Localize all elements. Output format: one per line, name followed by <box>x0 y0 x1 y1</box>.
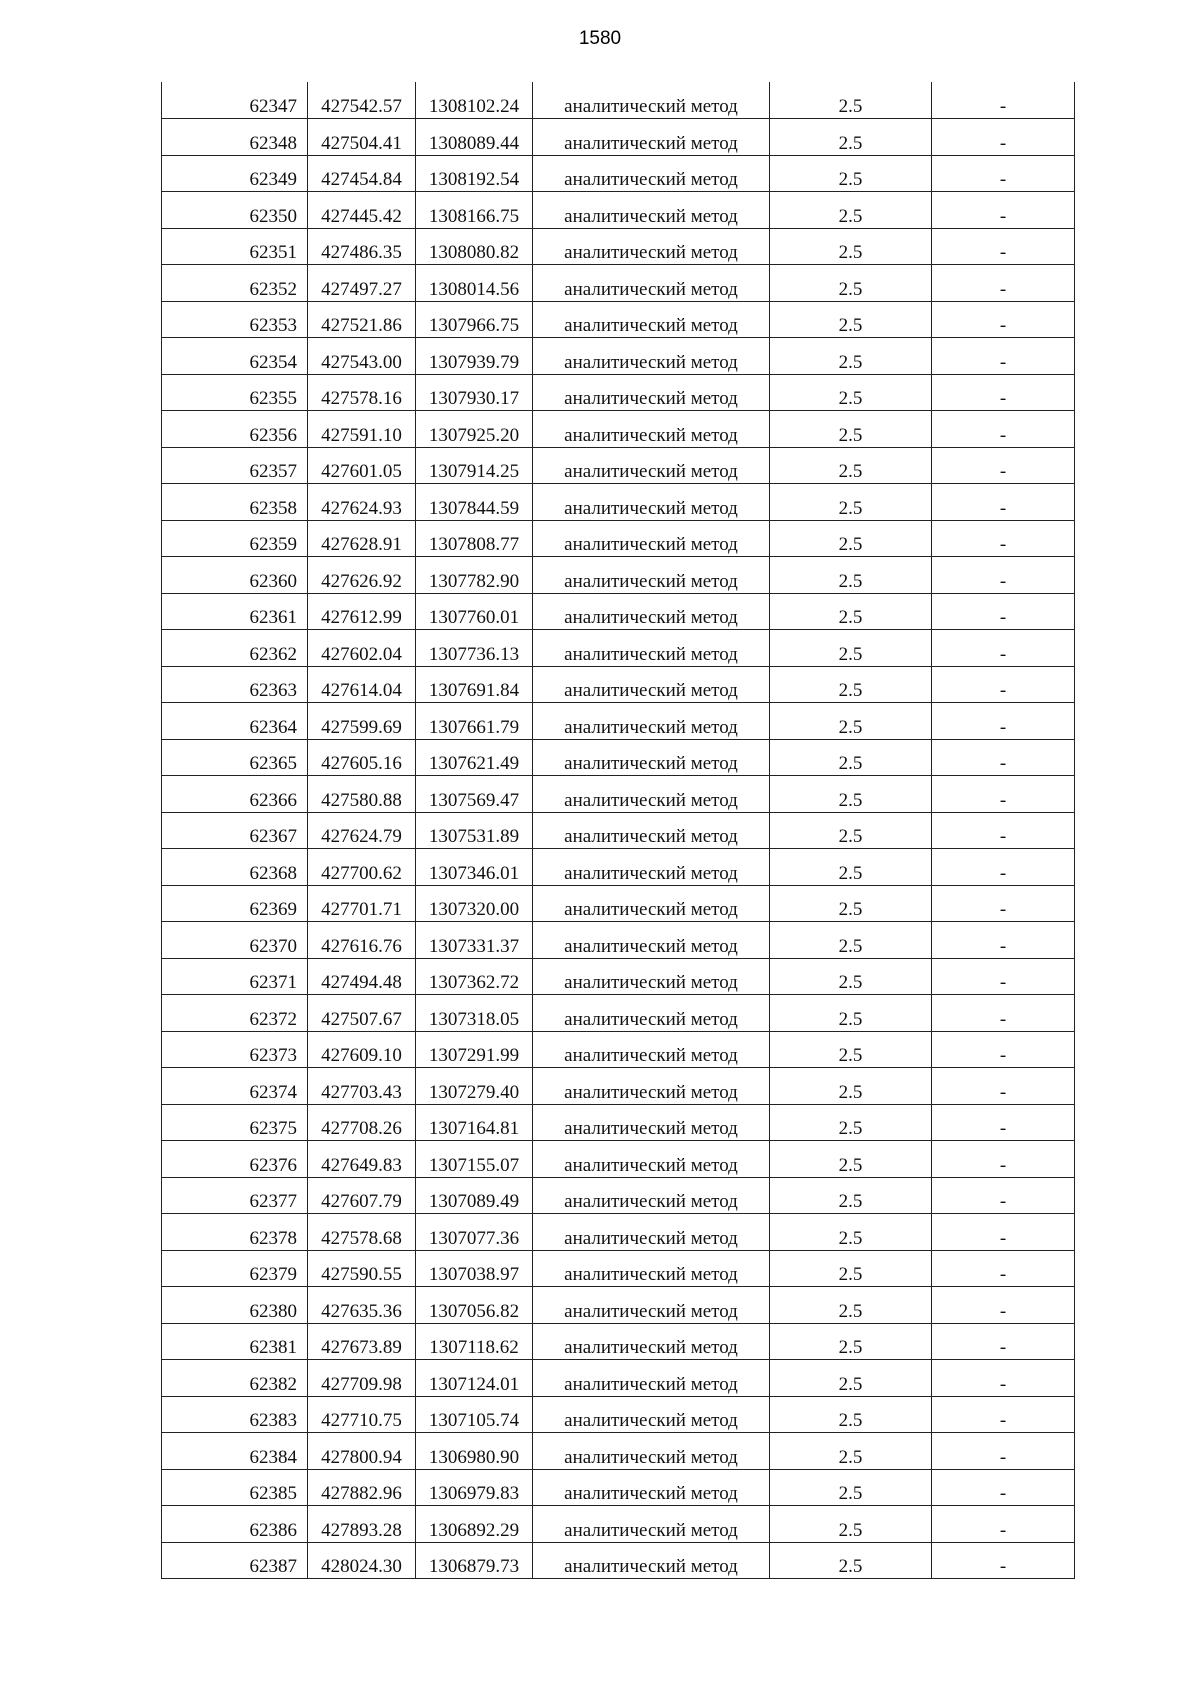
note-cell: - <box>932 1360 1075 1397</box>
table-row <box>162 1177 1075 1214</box>
note-cell: - <box>932 192 1075 229</box>
note-cell: - <box>932 1542 1075 1579</box>
coordinates-table <box>161 82 1075 1579</box>
method-cell: аналитический метод <box>533 1068 770 1105</box>
accuracy-cell: 2.5 <box>770 995 932 1032</box>
point-number-cell: 62363 <box>162 666 308 703</box>
method-cell: аналитический метод <box>533 192 770 229</box>
x-coordinate-cell: 427578.16 <box>308 374 416 411</box>
y-coordinate-cell: 1307621.49 <box>416 739 533 776</box>
y-coordinate-cell: 1307318.05 <box>416 995 533 1032</box>
point-number-cell: 62373 <box>162 1031 308 1068</box>
table-row <box>162 849 1075 886</box>
x-coordinate-cell: 427497.27 <box>308 265 416 302</box>
y-coordinate-cell: 1306892.29 <box>416 1506 533 1543</box>
note-cell: - <box>932 812 1075 849</box>
x-coordinate-cell: 427614.04 <box>308 666 416 703</box>
point-number-cell: 62358 <box>162 484 308 521</box>
method-cell: аналитический метод <box>533 1031 770 1068</box>
point-number-cell: 62356 <box>162 411 308 448</box>
note-cell: - <box>932 885 1075 922</box>
x-coordinate-cell: 427893.28 <box>308 1506 416 1543</box>
table-row <box>162 155 1075 192</box>
x-coordinate-cell: 427454.84 <box>308 155 416 192</box>
point-number-cell: 62347 <box>162 82 308 119</box>
method-cell: аналитический метод <box>533 1104 770 1141</box>
x-coordinate-cell: 427703.43 <box>308 1068 416 1105</box>
y-coordinate-cell: 1307966.75 <box>416 301 533 338</box>
y-coordinate-cell: 1307782.90 <box>416 557 533 594</box>
y-coordinate-cell: 1308014.56 <box>416 265 533 302</box>
table-row <box>162 1104 1075 1141</box>
note-cell: - <box>932 739 1075 776</box>
table-row <box>162 1214 1075 1251</box>
table-row <box>162 1068 1075 1105</box>
y-coordinate-cell: 1307362.72 <box>416 958 533 995</box>
y-coordinate-cell: 1308102.24 <box>416 82 533 119</box>
accuracy-cell: 2.5 <box>770 1250 932 1287</box>
point-number-cell: 62387 <box>162 1542 308 1579</box>
table-row <box>162 593 1075 630</box>
point-number-cell: 62379 <box>162 1250 308 1287</box>
method-cell: аналитический метод <box>533 520 770 557</box>
accuracy-cell: 2.5 <box>770 922 932 959</box>
y-coordinate-cell: 1307760.01 <box>416 593 533 630</box>
table-row <box>162 228 1075 265</box>
x-coordinate-cell: 427624.93 <box>308 484 416 521</box>
point-number-cell: 62371 <box>162 958 308 995</box>
y-coordinate-cell: 1306980.90 <box>416 1433 533 1470</box>
method-cell: аналитический метод <box>533 922 770 959</box>
table-row <box>162 374 1075 411</box>
accuracy-cell: 2.5 <box>770 666 932 703</box>
x-coordinate-cell: 427649.83 <box>308 1141 416 1178</box>
table-row <box>162 192 1075 229</box>
method-cell: аналитический метод <box>533 265 770 302</box>
note-cell: - <box>932 557 1075 594</box>
x-coordinate-cell: 427605.16 <box>308 739 416 776</box>
note-cell: - <box>932 593 1075 630</box>
method-cell: аналитический метод <box>533 228 770 265</box>
note-cell: - <box>932 447 1075 484</box>
accuracy-cell: 2.5 <box>770 1542 932 1579</box>
point-number-cell: 62370 <box>162 922 308 959</box>
table-row <box>162 338 1075 375</box>
y-coordinate-cell: 1307155.07 <box>416 1141 533 1178</box>
x-coordinate-cell: 427616.76 <box>308 922 416 959</box>
accuracy-cell: 2.5 <box>770 630 932 667</box>
accuracy-cell: 2.5 <box>770 265 932 302</box>
method-cell: аналитический метод <box>533 1396 770 1433</box>
method-cell: аналитический метод <box>533 484 770 521</box>
y-coordinate-cell: 1307077.36 <box>416 1214 533 1251</box>
note-cell: - <box>932 666 1075 703</box>
y-coordinate-cell: 1308166.75 <box>416 192 533 229</box>
method-cell: аналитический метод <box>533 739 770 776</box>
method-cell: аналитический метод <box>533 1542 770 1579</box>
accuracy-cell: 2.5 <box>770 447 932 484</box>
table-row <box>162 1031 1075 1068</box>
point-number-cell: 62350 <box>162 192 308 229</box>
y-coordinate-cell: 1307531.89 <box>416 812 533 849</box>
point-number-cell: 62375 <box>162 1104 308 1141</box>
table-row <box>162 484 1075 521</box>
table-row <box>162 447 1075 484</box>
accuracy-cell: 2.5 <box>770 155 932 192</box>
method-cell: аналитический метод <box>533 849 770 886</box>
note-cell: - <box>932 484 1075 521</box>
x-coordinate-cell: 427507.67 <box>308 995 416 1032</box>
note-cell: - <box>932 265 1075 302</box>
table-row <box>162 1433 1075 1470</box>
accuracy-cell: 2.5 <box>770 557 932 594</box>
x-coordinate-cell: 427486.35 <box>308 228 416 265</box>
point-number-cell: 62386 <box>162 1506 308 1543</box>
point-number-cell: 62348 <box>162 119 308 156</box>
accuracy-cell: 2.5 <box>770 1433 932 1470</box>
method-cell: аналитический метод <box>533 82 770 119</box>
x-coordinate-cell: 427602.04 <box>308 630 416 667</box>
x-coordinate-cell: 427624.79 <box>308 812 416 849</box>
accuracy-cell: 2.5 <box>770 1360 932 1397</box>
x-coordinate-cell: 428024.30 <box>308 1542 416 1579</box>
x-coordinate-cell: 427543.00 <box>308 338 416 375</box>
note-cell: - <box>932 703 1075 740</box>
x-coordinate-cell: 427599.69 <box>308 703 416 740</box>
y-coordinate-cell: 1308089.44 <box>416 119 533 156</box>
accuracy-cell: 2.5 <box>770 374 932 411</box>
note-cell: - <box>932 922 1075 959</box>
method-cell: аналитический метод <box>533 447 770 484</box>
note-cell: - <box>932 1433 1075 1470</box>
table-row <box>162 812 1075 849</box>
note-cell: - <box>932 958 1075 995</box>
accuracy-cell: 2.5 <box>770 1104 932 1141</box>
note-cell: - <box>932 849 1075 886</box>
accuracy-cell: 2.5 <box>770 776 932 813</box>
table-row <box>162 557 1075 594</box>
point-number-cell: 62377 <box>162 1177 308 1214</box>
x-coordinate-cell: 427580.88 <box>308 776 416 813</box>
note-cell: - <box>932 1177 1075 1214</box>
accuracy-cell: 2.5 <box>770 520 932 557</box>
note-cell: - <box>932 1287 1075 1324</box>
y-coordinate-cell: 1307056.82 <box>416 1287 533 1324</box>
method-cell: аналитический метод <box>533 1433 770 1470</box>
x-coordinate-cell: 427445.42 <box>308 192 416 229</box>
method-cell: аналитический метод <box>533 666 770 703</box>
method-cell: аналитический метод <box>533 593 770 630</box>
method-cell: аналитический метод <box>533 1214 770 1251</box>
point-number-cell: 62367 <box>162 812 308 849</box>
method-cell: аналитический метод <box>533 1506 770 1543</box>
y-coordinate-cell: 1307331.37 <box>416 922 533 959</box>
table-row <box>162 82 1075 119</box>
x-coordinate-cell: 427700.62 <box>308 849 416 886</box>
table-row <box>162 301 1075 338</box>
method-cell: аналитический метод <box>533 1360 770 1397</box>
method-cell: аналитический метод <box>533 630 770 667</box>
table-row <box>162 1506 1075 1543</box>
accuracy-cell: 2.5 <box>770 1469 932 1506</box>
point-number-cell: 62359 <box>162 520 308 557</box>
note-cell: - <box>932 1469 1075 1506</box>
x-coordinate-cell: 427612.99 <box>308 593 416 630</box>
coordinates-table-body <box>162 82 1075 1579</box>
accuracy-cell: 2.5 <box>770 1396 932 1433</box>
y-coordinate-cell: 1307124.01 <box>416 1360 533 1397</box>
accuracy-cell: 2.5 <box>770 411 932 448</box>
method-cell: аналитический метод <box>533 885 770 922</box>
point-number-cell: 62351 <box>162 228 308 265</box>
point-number-cell: 62368 <box>162 849 308 886</box>
accuracy-cell: 2.5 <box>770 1141 932 1178</box>
y-coordinate-cell: 1307691.84 <box>416 666 533 703</box>
x-coordinate-cell: 427591.10 <box>308 411 416 448</box>
method-cell: аналитический метод <box>533 1177 770 1214</box>
table-row <box>162 1141 1075 1178</box>
table-row <box>162 119 1075 156</box>
table-row <box>162 1287 1075 1324</box>
accuracy-cell: 2.5 <box>770 1068 932 1105</box>
table-row <box>162 995 1075 1032</box>
method-cell: аналитический метод <box>533 301 770 338</box>
y-coordinate-cell: 1307089.49 <box>416 1177 533 1214</box>
point-number-cell: 62362 <box>162 630 308 667</box>
x-coordinate-cell: 427590.55 <box>308 1250 416 1287</box>
accuracy-cell: 2.5 <box>770 119 932 156</box>
x-coordinate-cell: 427800.94 <box>308 1433 416 1470</box>
x-coordinate-cell: 427710.75 <box>308 1396 416 1433</box>
method-cell: аналитический метод <box>533 703 770 740</box>
table-row <box>162 1323 1075 1360</box>
method-cell: аналитический метод <box>533 1250 770 1287</box>
note-cell: - <box>932 1396 1075 1433</box>
note-cell: - <box>932 630 1075 667</box>
y-coordinate-cell: 1307939.79 <box>416 338 533 375</box>
note-cell: - <box>932 520 1075 557</box>
x-coordinate-cell: 427673.89 <box>308 1323 416 1360</box>
x-coordinate-cell: 427542.57 <box>308 82 416 119</box>
point-number-cell: 62353 <box>162 301 308 338</box>
y-coordinate-cell: 1307164.81 <box>416 1104 533 1141</box>
method-cell: аналитический метод <box>533 1141 770 1178</box>
point-number-cell: 62383 <box>162 1396 308 1433</box>
accuracy-cell: 2.5 <box>770 1287 932 1324</box>
y-coordinate-cell: 1308080.82 <box>416 228 533 265</box>
y-coordinate-cell: 1306879.73 <box>416 1542 533 1579</box>
y-coordinate-cell: 1306979.83 <box>416 1469 533 1506</box>
note-cell: - <box>932 301 1075 338</box>
method-cell: аналитический метод <box>533 1469 770 1506</box>
table-row <box>162 922 1075 959</box>
point-number-cell: 62357 <box>162 447 308 484</box>
y-coordinate-cell: 1307038.97 <box>416 1250 533 1287</box>
accuracy-cell: 2.5 <box>770 82 932 119</box>
x-coordinate-cell: 427578.68 <box>308 1214 416 1251</box>
note-cell: - <box>932 1506 1075 1543</box>
x-coordinate-cell: 427607.79 <box>308 1177 416 1214</box>
method-cell: аналитический метод <box>533 1287 770 1324</box>
point-number-cell: 62355 <box>162 374 308 411</box>
x-coordinate-cell: 427635.36 <box>308 1287 416 1324</box>
note-cell: - <box>932 155 1075 192</box>
point-number-cell: 62361 <box>162 593 308 630</box>
x-coordinate-cell: 427709.98 <box>308 1360 416 1397</box>
y-coordinate-cell: 1307279.40 <box>416 1068 533 1105</box>
y-coordinate-cell: 1307844.59 <box>416 484 533 521</box>
y-coordinate-cell: 1307808.77 <box>416 520 533 557</box>
table-row <box>162 520 1075 557</box>
x-coordinate-cell: 427628.91 <box>308 520 416 557</box>
accuracy-cell: 2.5 <box>770 192 932 229</box>
accuracy-cell: 2.5 <box>770 1506 932 1543</box>
y-coordinate-cell: 1307925.20 <box>416 411 533 448</box>
accuracy-cell: 2.5 <box>770 301 932 338</box>
y-coordinate-cell: 1307118.62 <box>416 1323 533 1360</box>
table-row <box>162 1360 1075 1397</box>
accuracy-cell: 2.5 <box>770 812 932 849</box>
table-row <box>162 1542 1075 1579</box>
point-number-cell: 62354 <box>162 338 308 375</box>
note-cell: - <box>932 338 1075 375</box>
method-cell: аналитический метод <box>533 1323 770 1360</box>
accuracy-cell: 2.5 <box>770 1323 932 1360</box>
table-row <box>162 666 1075 703</box>
accuracy-cell: 2.5 <box>770 703 932 740</box>
point-number-cell: 62365 <box>162 739 308 776</box>
method-cell: аналитический метод <box>533 995 770 1032</box>
x-coordinate-cell: 427521.86 <box>308 301 416 338</box>
point-number-cell: 62366 <box>162 776 308 813</box>
point-number-cell: 62372 <box>162 995 308 1032</box>
x-coordinate-cell: 427601.05 <box>308 447 416 484</box>
table-row <box>162 1250 1075 1287</box>
point-number-cell: 62381 <box>162 1323 308 1360</box>
table-row <box>162 776 1075 813</box>
table-row <box>162 265 1075 302</box>
note-cell: - <box>932 1068 1075 1105</box>
note-cell: - <box>932 995 1075 1032</box>
table-row <box>162 411 1075 448</box>
table-row <box>162 630 1075 667</box>
y-coordinate-cell: 1308192.54 <box>416 155 533 192</box>
accuracy-cell: 2.5 <box>770 228 932 265</box>
table-row <box>162 703 1075 740</box>
method-cell: аналитический метод <box>533 411 770 448</box>
table-row <box>162 739 1075 776</box>
accuracy-cell: 2.5 <box>770 849 932 886</box>
method-cell: аналитический метод <box>533 557 770 594</box>
method-cell: аналитический метод <box>533 119 770 156</box>
point-number-cell: 62385 <box>162 1469 308 1506</box>
x-coordinate-cell: 427708.26 <box>308 1104 416 1141</box>
point-number-cell: 62374 <box>162 1068 308 1105</box>
accuracy-cell: 2.5 <box>770 739 932 776</box>
method-cell: аналитический метод <box>533 776 770 813</box>
x-coordinate-cell: 427701.71 <box>308 885 416 922</box>
point-number-cell: 62382 <box>162 1360 308 1397</box>
point-number-cell: 62369 <box>162 885 308 922</box>
page-number: 1580 <box>578 28 622 49</box>
y-coordinate-cell: 1307291.99 <box>416 1031 533 1068</box>
point-number-cell: 62352 <box>162 265 308 302</box>
point-number-cell: 62364 <box>162 703 308 740</box>
accuracy-cell: 2.5 <box>770 593 932 630</box>
accuracy-cell: 2.5 <box>770 1031 932 1068</box>
accuracy-cell: 2.5 <box>770 484 932 521</box>
point-number-cell: 62349 <box>162 155 308 192</box>
note-cell: - <box>932 1323 1075 1360</box>
x-coordinate-cell: 427494.48 <box>308 958 416 995</box>
y-coordinate-cell: 1307930.17 <box>416 374 533 411</box>
table-row <box>162 958 1075 995</box>
note-cell: - <box>932 1250 1075 1287</box>
method-cell: аналитический метод <box>533 338 770 375</box>
point-number-cell: 62384 <box>162 1433 308 1470</box>
y-coordinate-cell: 1307661.79 <box>416 703 533 740</box>
y-coordinate-cell: 1307346.01 <box>416 849 533 886</box>
note-cell: - <box>932 119 1075 156</box>
table-row <box>162 1396 1075 1433</box>
point-number-cell: 62360 <box>162 557 308 594</box>
accuracy-cell: 2.5 <box>770 885 932 922</box>
y-coordinate-cell: 1307320.00 <box>416 885 533 922</box>
method-cell: аналитический метод <box>533 812 770 849</box>
x-coordinate-cell: 427504.41 <box>308 119 416 156</box>
accuracy-cell: 2.5 <box>770 1214 932 1251</box>
note-cell: - <box>932 1214 1075 1251</box>
x-coordinate-cell: 427609.10 <box>308 1031 416 1068</box>
table-row <box>162 1469 1075 1506</box>
accuracy-cell: 2.5 <box>770 1177 932 1214</box>
x-coordinate-cell: 427626.92 <box>308 557 416 594</box>
x-coordinate-cell: 427882.96 <box>308 1469 416 1506</box>
accuracy-cell: 2.5 <box>770 338 932 375</box>
point-number-cell: 62378 <box>162 1214 308 1251</box>
note-cell: - <box>932 1141 1075 1178</box>
note-cell: - <box>932 1104 1075 1141</box>
note-cell: - <box>932 1031 1075 1068</box>
point-number-cell: 62376 <box>162 1141 308 1178</box>
y-coordinate-cell: 1307736.13 <box>416 630 533 667</box>
accuracy-cell: 2.5 <box>770 958 932 995</box>
table-row <box>162 885 1075 922</box>
method-cell: аналитический метод <box>533 958 770 995</box>
note-cell: - <box>932 228 1075 265</box>
method-cell: аналитический метод <box>533 155 770 192</box>
method-cell: аналитический метод <box>533 374 770 411</box>
y-coordinate-cell: 1307914.25 <box>416 447 533 484</box>
note-cell: - <box>932 82 1075 119</box>
point-number-cell: 62380 <box>162 1287 308 1324</box>
y-coordinate-cell: 1307105.74 <box>416 1396 533 1433</box>
note-cell: - <box>932 374 1075 411</box>
note-cell: - <box>932 776 1075 813</box>
y-coordinate-cell: 1307569.47 <box>416 776 533 813</box>
note-cell: - <box>932 411 1075 448</box>
